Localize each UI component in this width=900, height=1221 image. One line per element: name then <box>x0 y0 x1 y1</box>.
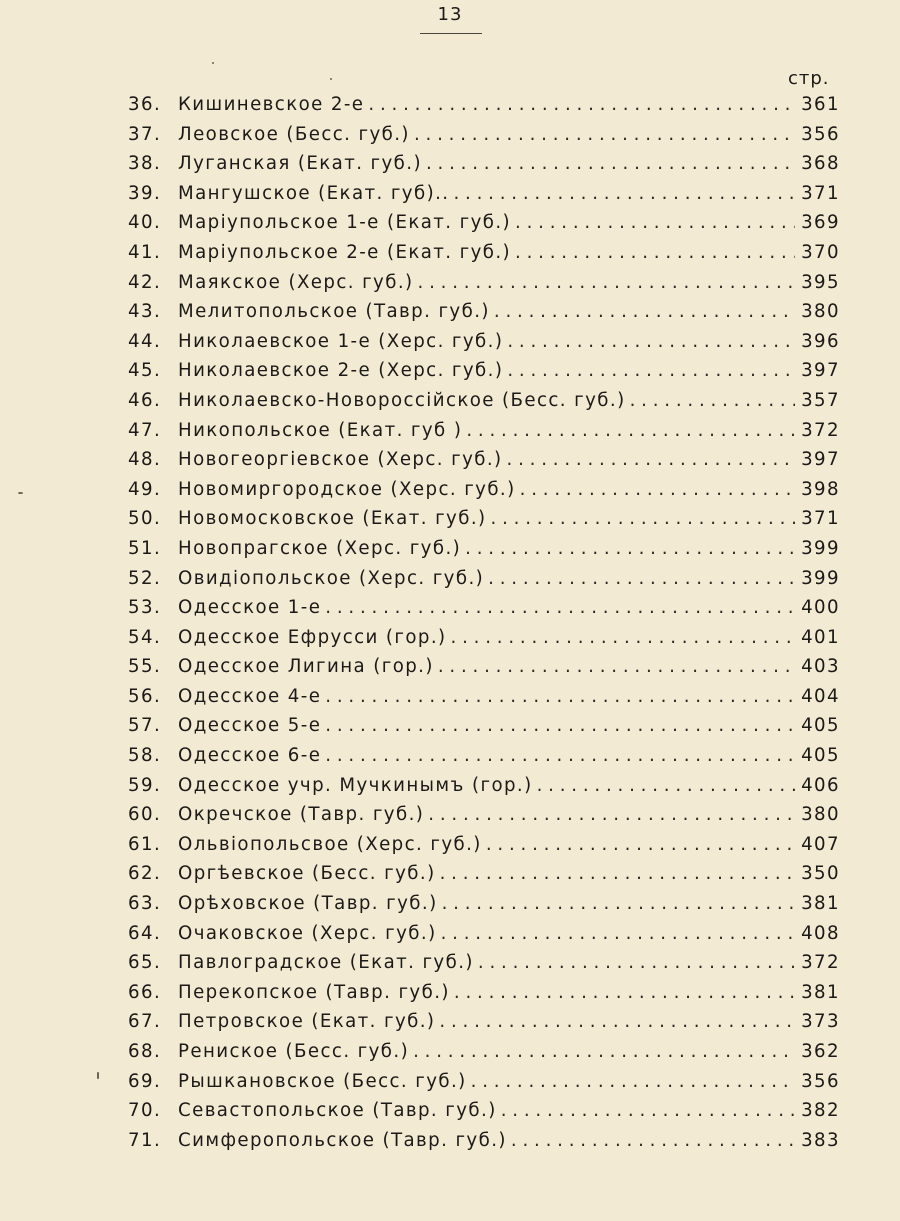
entry-page: 369 <box>801 212 840 234</box>
dot-leader <box>454 982 795 1003</box>
entry-page: 356 <box>801 123 840 145</box>
entry-title: Кишиневское 2-е <box>178 94 365 115</box>
entry-page: 407 <box>801 833 840 855</box>
dot-leader <box>325 597 795 618</box>
index-entry <box>128 863 840 893</box>
dot-leader <box>507 360 795 381</box>
dot-leader <box>439 1011 795 1032</box>
dot-leader <box>453 183 795 204</box>
entry-number: 68. <box>128 1041 162 1062</box>
entry-number: 56. <box>128 685 162 707</box>
entry-number: 37. <box>128 123 162 145</box>
entry-page: 397 <box>801 449 840 471</box>
index-entry <box>128 627 840 657</box>
entry-page: 396 <box>801 330 840 352</box>
entry-page: 368 <box>801 153 840 175</box>
entry-number: 52. <box>128 567 162 589</box>
entry-page: 401 <box>801 626 840 648</box>
entry-title: Павлоградское (Екат. губ.) <box>178 952 474 974</box>
page-column-label: стр. <box>788 68 830 89</box>
index-entry <box>128 656 840 686</box>
index-entry <box>128 301 840 331</box>
dot-leader <box>520 479 795 500</box>
entry-page: 357 <box>801 389 840 411</box>
entry-page: 399 <box>801 567 840 589</box>
entry-page: 406 <box>801 774 840 796</box>
entry-number: 58. <box>128 745 162 767</box>
dot-leader <box>471 1071 795 1092</box>
entry-title: Луганская (Екат. губ.) <box>178 153 422 175</box>
entry-title: Мелитопольское (Тавр. губ.) <box>178 301 490 323</box>
entry-title: Симферопольское (Тавр. губ.) <box>178 1129 507 1151</box>
index-entry <box>128 242 840 272</box>
entry-title: Одесское Лигина (гор.) <box>178 656 434 678</box>
entry-number: 67. <box>128 1011 162 1033</box>
entry-title: Окречское (Тавр. губ.) <box>178 804 425 826</box>
entry-page: 399 <box>801 537 840 559</box>
entry-number: 55. <box>128 656 162 678</box>
dot-leader <box>451 627 796 648</box>
entry-number: 42. <box>128 271 162 293</box>
entry-page: 382 <box>801 1100 840 1122</box>
index-entry <box>128 923 840 953</box>
index-entry <box>128 686 840 716</box>
dot-leader <box>466 420 795 441</box>
entry-number: 38. <box>128 153 162 175</box>
paper-speck <box>212 62 214 64</box>
entry-page: 373 <box>801 1011 840 1033</box>
index-entry <box>128 538 840 568</box>
entry-number: 51. <box>128 537 162 559</box>
entry-page: 397 <box>801 360 840 382</box>
dot-leader <box>418 272 796 293</box>
dot-leader <box>491 508 796 529</box>
entry-page: 372 <box>801 952 840 974</box>
header-rule <box>420 33 482 34</box>
index-entry <box>128 449 840 479</box>
paper-speck <box>97 1072 99 1079</box>
entry-title: Леовское (Бесс. губ.) <box>178 123 410 145</box>
entry-number: 64. <box>128 922 162 944</box>
entry-number: 46. <box>128 389 162 411</box>
entry-page: 400 <box>801 597 840 619</box>
entry-page: 371 <box>801 508 840 530</box>
dot-leader <box>478 952 795 973</box>
entry-title: Овидіопольское (Херс. губ.) <box>178 567 485 589</box>
entry-page: 380 <box>801 804 840 826</box>
entry-number: 41. <box>128 241 162 263</box>
entry-number: 48. <box>128 449 162 471</box>
entry-page: 372 <box>801 419 840 441</box>
dot-leader <box>515 242 795 263</box>
dot-leader <box>438 656 795 677</box>
entry-page: 356 <box>801 1070 840 1092</box>
entry-page: 398 <box>801 478 840 500</box>
entry-title: Маріупольское 2-е (Екат. губ.) <box>178 241 512 263</box>
index-entry <box>128 1011 840 1041</box>
entry-number: 63. <box>128 893 162 915</box>
index-entry <box>128 952 840 982</box>
dot-leader <box>368 94 795 115</box>
entry-title: Рышкановское (Бесс. губ.) <box>178 1070 467 1092</box>
entry-number: 62. <box>128 863 162 885</box>
entry-page: 403 <box>801 656 840 678</box>
entry-title: Оргѣевское (Бесс. губ.) <box>178 863 436 885</box>
dot-leader <box>414 124 795 145</box>
entry-number: 53. <box>128 597 162 619</box>
entry-title: Маякское (Херс. губ.) <box>178 271 414 293</box>
entry-title: Ольвіопольсвое (Херс. губ.) <box>178 833 482 855</box>
entry-page: 381 <box>801 981 840 1003</box>
entry-number: 44. <box>128 330 162 352</box>
entry-title: Одесское учр. Мучкинымъ (гор.) <box>178 774 533 796</box>
entry-page: 405 <box>801 715 840 737</box>
entry-title: Никопольское (Екат. губ ) <box>178 419 463 441</box>
index-entry <box>128 508 840 538</box>
index-entry <box>128 804 840 834</box>
paper-speck <box>330 78 332 80</box>
index-entry <box>128 1100 840 1130</box>
entry-number: 49. <box>128 478 162 500</box>
dot-leader <box>511 1130 795 1151</box>
entry-page: 404 <box>801 685 840 707</box>
dot-leader <box>441 923 795 944</box>
dot-leader <box>537 775 795 796</box>
index-entry <box>128 597 840 627</box>
dot-leader <box>325 745 795 766</box>
entry-title: Орѣховское (Тавр. губ.) <box>178 893 438 915</box>
entry-title: Одесское 6-е <box>178 745 322 767</box>
entry-title: Маріупольское 1-е (Екат. губ.) <box>178 212 512 234</box>
dot-leader <box>488 568 795 589</box>
entry-number: 39. <box>128 182 162 204</box>
dot-leader <box>507 331 795 352</box>
entry-page: 395 <box>801 271 840 293</box>
index-entry <box>128 124 840 154</box>
entry-number: 47. <box>128 419 162 441</box>
entry-title: Новомосковское (Екат. губ.) <box>178 508 487 530</box>
entry-number: 40. <box>128 212 162 234</box>
index-entry <box>128 212 840 242</box>
entry-number: 71. <box>128 1129 162 1151</box>
entry-number: 69. <box>128 1070 162 1092</box>
dot-leader <box>442 893 796 914</box>
entry-page: 371 <box>801 182 840 204</box>
dot-leader <box>630 390 796 411</box>
entry-page: 362 <box>801 1041 840 1062</box>
index-entry <box>128 715 840 745</box>
entry-number: 61. <box>128 833 162 855</box>
index-entry <box>128 568 840 598</box>
index-entry <box>128 360 840 390</box>
entry-number: 57. <box>128 715 162 737</box>
index-entry <box>128 183 840 213</box>
dot-leader <box>413 1041 795 1062</box>
entry-title: Одесское Ефрусси (гор.) <box>178 626 447 648</box>
index-entry <box>128 745 840 775</box>
index-entry <box>128 1130 840 1160</box>
entry-title: Николаевское 2-е (Херс. губ.) <box>178 360 504 382</box>
entry-number: 43. <box>128 301 162 323</box>
index-entry <box>128 893 840 923</box>
entry-number: 45. <box>128 360 162 382</box>
entry-number: 70. <box>128 1100 162 1122</box>
entry-page: 370 <box>801 241 840 263</box>
index-entry <box>128 272 840 302</box>
entry-title: Петровское (Екат. губ.) <box>178 1011 436 1033</box>
entry-title: Перекопское (Тавр. губ.) <box>178 981 450 1003</box>
index-entry <box>128 1041 840 1071</box>
entry-title: Рениское (Бесс. губ.) <box>178 1041 410 1062</box>
paper-speck <box>18 492 23 494</box>
entry-number: 54. <box>128 626 162 648</box>
entry-title: Николаевское 1-е (Херс. губ.) <box>178 330 504 352</box>
entry-title: Николаевско-Новороссійское (Бесс. губ.) <box>178 389 626 411</box>
index-entry <box>128 982 840 1012</box>
entry-number: 50. <box>128 508 162 530</box>
dot-leader <box>325 686 795 707</box>
index-entry <box>128 331 840 361</box>
entry-number: 36. <box>128 94 162 115</box>
index-entry <box>128 1071 840 1101</box>
entry-title: Новогеоргіевское (Херс. губ.) <box>178 449 503 471</box>
dot-leader <box>426 153 795 174</box>
index-entries <box>128 94 840 1159</box>
dot-leader <box>440 863 796 884</box>
dot-leader <box>486 834 795 855</box>
entry-number: 66. <box>128 981 162 1003</box>
index-entry <box>128 479 840 509</box>
entry-title: Одесское 1-е <box>178 597 322 619</box>
page-number: 13 <box>437 4 463 25</box>
dot-leader <box>428 804 795 825</box>
entry-page: 405 <box>801 745 840 767</box>
index-entry <box>128 775 840 805</box>
index-entry <box>128 834 840 864</box>
entry-number: 59. <box>128 774 162 796</box>
entry-number: 65. <box>128 952 162 974</box>
entry-title: Мангушское (Екат. губ).. <box>178 182 450 204</box>
index-entry <box>128 390 840 420</box>
dot-leader <box>465 538 795 559</box>
entry-page: 350 <box>801 863 840 885</box>
entry-title: Новомиргородское (Херс. губ.) <box>178 478 516 500</box>
dot-leader <box>325 715 795 736</box>
entry-title: Одесское 4-е <box>178 685 322 707</box>
entry-title: Новопрагское (Херс. губ.) <box>178 537 462 559</box>
entry-title: Очаковское (Херс. губ.) <box>178 922 437 944</box>
entry-number: 60. <box>128 804 162 826</box>
entry-page: 381 <box>801 893 840 915</box>
index-entry <box>128 153 840 183</box>
entry-page: 383 <box>801 1129 840 1151</box>
dot-leader <box>515 212 795 233</box>
entry-page: 361 <box>801 94 840 115</box>
index-entry <box>128 94 840 124</box>
entry-page: 380 <box>801 301 840 323</box>
entry-title: Севастопольское (Тавр. губ.) <box>178 1100 497 1122</box>
entry-page: 408 <box>801 922 840 944</box>
dot-leader <box>507 449 796 470</box>
dot-leader <box>494 301 795 322</box>
dot-leader <box>501 1100 795 1121</box>
index-entry <box>128 420 840 450</box>
entry-title: Одесское 5-е <box>178 715 322 737</box>
